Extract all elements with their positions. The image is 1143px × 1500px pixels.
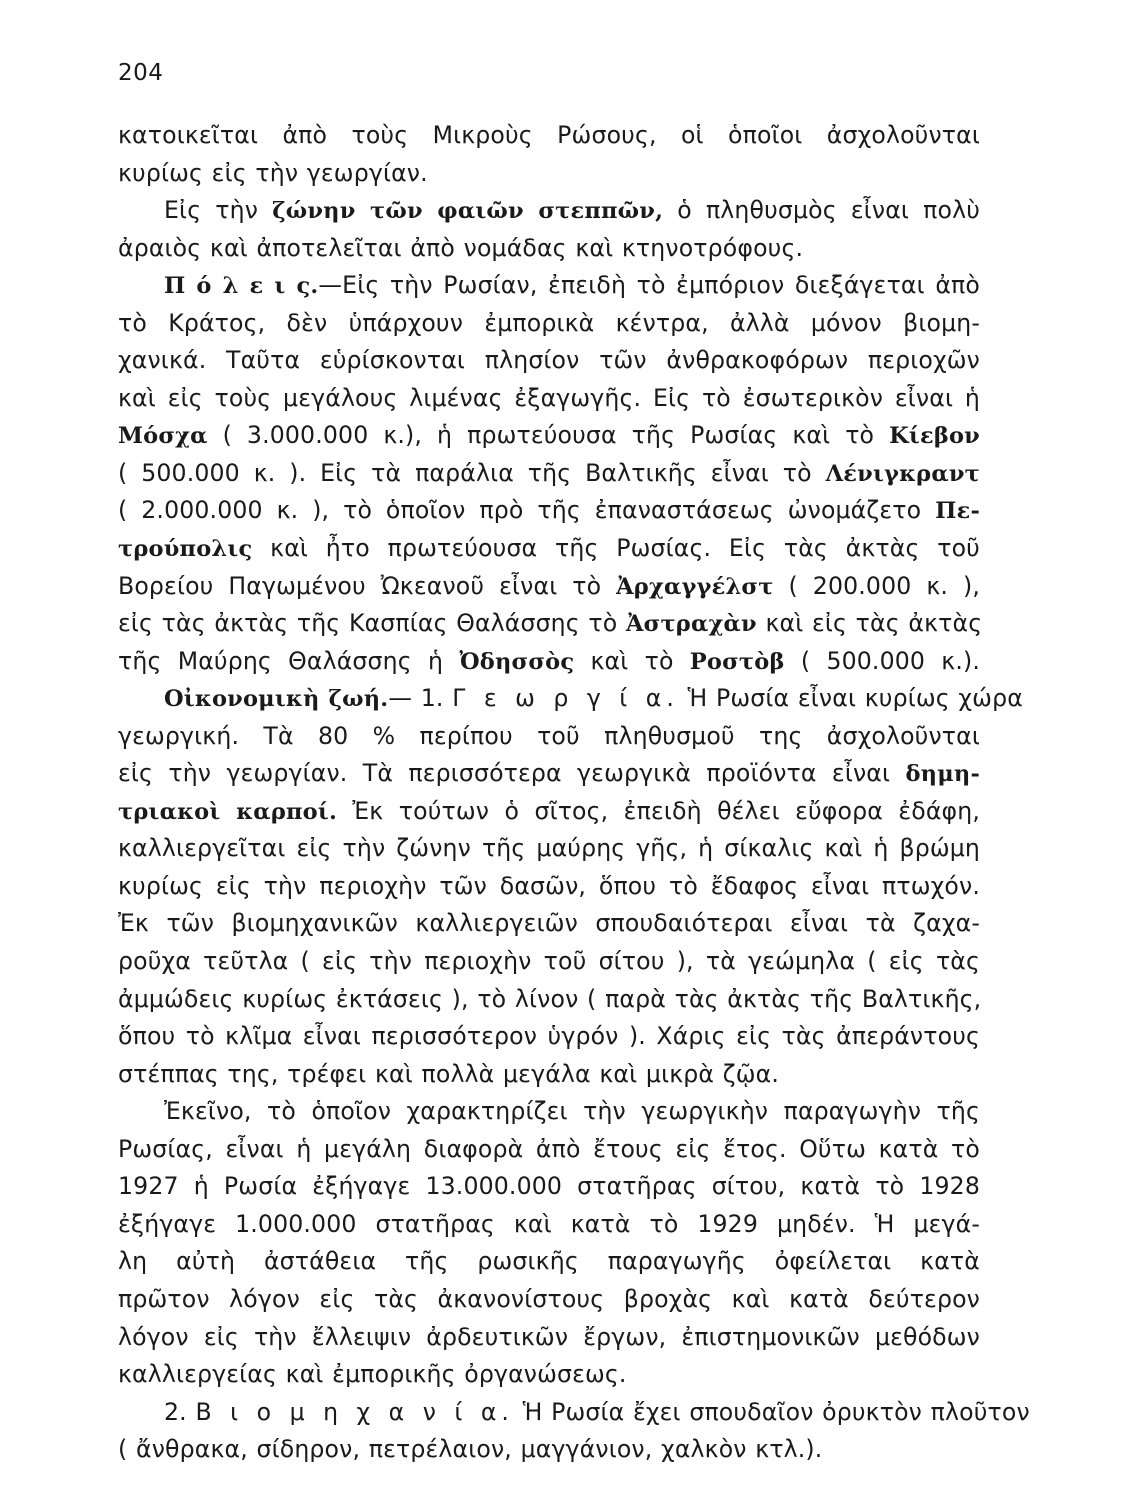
text-segment: κυρίως εἰς τὴν γεωργίαν. — [118, 158, 428, 187]
text-line — [118, 643, 980, 681]
text-segment: 2. — [164, 1397, 196, 1426]
text-segment: ( 3.000.000 κ.), ἡ πρωτεύουσα τῆς Ρωσίας καὶ τὸ — [207, 421, 890, 450]
text-line — [118, 1018, 980, 1056]
text-segment: χανικά. Ταῦτα εὑρίσκονται πλησίον τῶν ἀνθρακοφόρων περιοχῶν — [118, 346, 980, 375]
text-line — [118, 1319, 980, 1357]
text-segment: Ἡ Ρωσία εἶναι κυρίως χώρα — [678, 684, 1023, 713]
text-segment: 1927 ἡ Ρωσία ἐξήγαγε 13.000.000 στατῆρας σίτου, κατὰ τὸ 1928 — [118, 1172, 980, 1201]
text-segment: λη αὐτὴ ἀστάθεια τῆς ρωσικῆς παραγωγῆς ὀφείλεται κατὰ — [118, 1247, 980, 1276]
text-segment: στέππας της, τρέφει καὶ πολλὰ μεγάλα καὶ μικρὰ ζῷα. — [118, 1059, 779, 1088]
text-segment: ἀραιὸς καὶ ἀποτελεῖται ἀπὸ νομάδας καὶ κτηνοτρόφους. — [118, 233, 804, 262]
bold-term: Ἀστραχὰν — [626, 611, 757, 638]
text-segment: ὁ πληθυσμὸς εἶναι πολὺ — [663, 196, 980, 225]
bold-term: Κίεβον — [889, 423, 980, 450]
text-segment: Ἡ Ρωσία ἔχει σπουδαῖον ὀρυκτὸν πλοῦτον — [513, 1397, 1030, 1426]
bold-term: τρούπολις — [118, 536, 253, 563]
text-line — [118, 793, 980, 831]
text-segment: τὸ Κράτος, δὲν ὑπάρχουν ἐμπορικὰ κέντρα, ἀλλὰ μόνον βιομη- — [118, 308, 980, 337]
text-line — [118, 417, 980, 455]
text-line — [118, 155, 980, 193]
text-segment: —Εἰς τὴν Ρωσίαν, ἐπειδὴ τὸ ἐμπόριον διεξάγεται ἀπὸ — [318, 271, 980, 300]
bold-term: ζώνην τῶν φαιῶν στεππῶν, — [272, 198, 664, 225]
bold-term: Πε- — [935, 498, 980, 525]
text-line — [118, 455, 980, 493]
text-line — [118, 1356, 980, 1394]
text-line — [118, 267, 980, 305]
text-line — [118, 905, 980, 943]
bold-term: Μόσχα — [118, 423, 208, 450]
text-line — [118, 380, 980, 418]
text-segment: ( 2.000.000 κ. ), τὸ ὁποῖον πρὸ τῆς ἐπαναστάσεως ὠνομάζετο — [118, 496, 936, 525]
text-line — [118, 1168, 980, 1206]
text-line — [118, 1131, 980, 1169]
text-segment: καλλιεργεῖται εἰς τὴν ζώνην τῆς μαύρης γῆς, ἡ σίκαλις καὶ ἡ βρώμη — [118, 834, 980, 863]
text-line — [118, 718, 980, 756]
bold-term: Ὀδησσὸς — [459, 648, 575, 675]
text-line — [118, 943, 980, 981]
text-line — [118, 1056, 980, 1094]
spaced-heading: Β ι ο μ η χ α ν ί α. — [195, 1397, 514, 1426]
text-segment: Εἰς τὴν — [164, 196, 273, 225]
text-segment: Βορείου Παγωμένου Ὠκεανοῦ εἶναι τὸ — [118, 571, 617, 600]
text-segment: καὶ ἦτο πρωτεύουσα τῆς Ρωσίας. Εἰς τὰς ἀκτὰς τοῦ — [252, 534, 980, 563]
text-segment: Ρωσίας, εἶναι ἡ μεγάλη διαφορὰ ἀπὸ ἔτους εἰς ἔτος. Οὕτω κατὰ τὸ — [118, 1134, 980, 1163]
bold-term: τριακοὶ καρποί. — [118, 798, 337, 825]
text-line — [118, 680, 1023, 718]
text-segment: ἀμμώδεις κυρίως ἐκτάσεις ), τὸ λίνον ( παρὰ τὰς ἀκτὰς τῆς Βαλτικῆς, — [118, 984, 982, 1013]
text-segment: γεωργική. Τὰ 80 % περίπου τοῦ πληθυσμοῦ της ἀσχολοῦνται — [118, 721, 980, 750]
text-line — [118, 305, 980, 343]
text-segment: κυρίως εἰς τὴν περιοχὴν τῶν δασῶν, ὅπου τὸ ἔδαφος εἶναι πτωχόν. — [118, 871, 980, 900]
text-line — [118, 981, 980, 1019]
text-line — [118, 1431, 980, 1469]
text-segment: — 1. — [388, 684, 453, 713]
text-segment: τῆς Μαύρης Θαλάσσης ἡ — [118, 646, 460, 675]
text-line — [118, 117, 980, 155]
text-segment: Ἐκ τῶν βιομηχανικῶν καλλιεργειῶν σπουδαιότεραι εἶναι τὰ ζαχα- — [118, 909, 980, 938]
text-line — [118, 605, 983, 643]
text-segment: ἐξήγαγε 1.000.000 στατῆρας καὶ κατὰ τὸ 1929 μηδέν. Ἡ μεγά- — [118, 1209, 980, 1238]
text-segment: Ἐκ τούτων ὁ σῖτος, ἐπειδὴ θέλει εὔφορα ἐδάφη, — [336, 796, 980, 825]
text-segment: ( ἄνθρακα, σίδηρον, πετρέλαιον, μαγγάνιον, χαλκὸν κτλ.). — [118, 1435, 823, 1464]
text-segment: ροῦχα τεῦτλα ( εἰς τὴν περιοχὴν τοῦ σίτου ), τὰ γεώμηλα ( εἰς τὰς — [118, 947, 980, 976]
text-segment: καὶ τὸ — [574, 646, 690, 675]
bold-term: δημη- — [905, 761, 980, 788]
spaced-heading: Γ ε ω ρ γ ί α. — [452, 684, 679, 713]
text-line — [118, 1243, 980, 1281]
body-text — [118, 117, 1030, 1469]
text-segment: καλλιεργείας καὶ ἐμπορικῆς ὀργανώσεως. — [118, 1360, 627, 1389]
text-line — [118, 1093, 980, 1131]
text-line — [118, 830, 980, 868]
text-segment: ( 200.000 κ. ), — [773, 571, 980, 600]
text-segment: ( 500.000 κ. ). Εἰς τὰ παράλια τῆς Βαλτικῆς εἶναι τὸ — [118, 458, 826, 487]
text-segment: εἰς τὴν γεωργίαν. Τὰ περισσότερα γεωργικὰ προϊόντα εἶναι — [118, 759, 906, 788]
text-line — [118, 868, 980, 906]
bold-term: Ροστὸβ — [689, 648, 785, 675]
bold-term: Π ό λ ε ι ς. — [164, 273, 319, 300]
text-segment: ( 500.000 κ.). — [784, 646, 981, 675]
text-line — [118, 230, 980, 268]
text-line — [118, 530, 980, 568]
text-segment: λόγον εἰς τὴν ἔλλειψιν ἀρδευτικῶν ἔργων, ἐπιστημονικῶν μεθόδων — [118, 1322, 980, 1351]
text-segment: καὶ εἰς τοὺς μεγάλους λιμένας ἐξαγωγῆς. Εἰς τὸ ἐσωτερικὸν εἶναι ἡ — [118, 383, 980, 412]
text-line — [118, 1394, 1030, 1432]
page-number: 204 — [118, 60, 164, 86]
bold-term: Οἰκονομικὴ ζωή. — [164, 686, 389, 713]
bold-term: Λένιγκραντ — [825, 460, 980, 487]
text-line — [118, 1281, 980, 1319]
text-line — [118, 755, 980, 793]
text-segment: Ἐκεῖνο, τὸ ὁποῖον χαρακτηρίζει τὴν γεωργικὴν παραγωγὴν τῆς — [164, 1097, 980, 1126]
text-segment: καὶ εἰς τὰς ἀκτὰς — [756, 609, 983, 638]
text-segment: ὅπου τὸ κλῖμα εἶναι περισσότερον ὑγρόν ). Χάρις εἰς τὰς ἀπεράντους — [118, 1022, 980, 1051]
text-line — [118, 568, 980, 606]
text-line — [118, 1206, 980, 1244]
bold-term: Ἀρχαγγέλστ — [616, 573, 774, 600]
text-segment: κατοικεῖται ἀπὸ τοὺς Μικροὺς Ρώσους, οἱ ὁποῖοι ἀσχολοῦνται — [118, 121, 980, 149]
text-line — [118, 342, 980, 380]
text-line — [118, 192, 980, 230]
text-segment: εἰς τὰς ἀκτὰς τῆς Κασπίας Θαλάσσης τὸ — [118, 609, 627, 638]
text-line — [118, 492, 980, 530]
text-segment: πρῶτον λόγον εἰς τὰς ἀκανονίστους βροχὰς καὶ κατὰ δεύτερον — [118, 1284, 980, 1313]
